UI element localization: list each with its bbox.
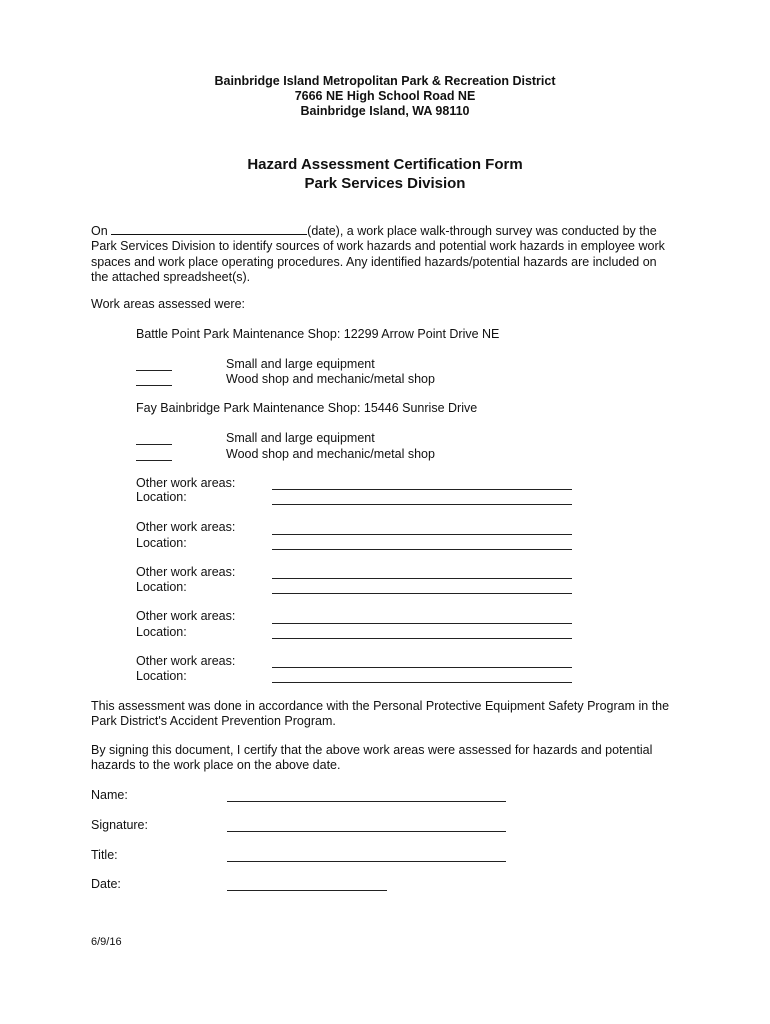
intro-line3: spaces and work place operating procedures. Any identified hazards/potential hazards are included on [91,254,657,269]
certify-line1: By signing this document, I certify that the above work areas were assessed for hazards and potential [91,743,653,757]
location-label: Location: [136,490,187,504]
accordance-line2: Park District's Accident Prevention Program. [91,714,336,729]
certify-paragraph [91,743,681,774]
accordance-paragraph [91,699,681,730]
form-subtitle: Park Services Division [304,175,466,192]
org-name: Bainbridge Island Metropolitan Park & Recreation District [214,74,556,88]
location-blank[interactable] [272,638,572,639]
location-blank[interactable] [272,549,572,550]
name-blank[interactable] [227,801,506,802]
form-title: Hazard Assessment Certification Form [247,156,523,173]
intro-line1-rest: (date), a work place walk-through survey was conducted by the [307,224,657,238]
other-areas-label: Other work areas: [136,609,236,623]
checkbox-blank[interactable] [136,370,172,371]
checkbox-blank[interactable] [136,385,172,386]
location-label: Location: [136,625,187,639]
date-blank[interactable] [227,890,387,891]
revision-date: 6/9/16 [91,936,122,948]
other-areas-blank[interactable] [272,623,572,624]
shop-item: Small and large equipment [226,431,375,445]
other-areas-label: Other work areas: [136,654,236,668]
shop-name: Battle Point Park Maintenance Shop: 12299 Arrow Point Drive NE [136,327,500,341]
location-label: Location: [136,669,187,683]
date-label: Date: [91,877,121,891]
shop-name: Fay Bainbridge Park Maintenance Shop: 15446 Sunrise Drive [136,401,478,415]
intro-line1 [91,223,681,239]
shop-item: Wood shop and mechanic/metal shop [226,447,435,461]
intro-line4: the attached spreadsheet(s). [91,269,251,284]
checkbox-blank[interactable] [136,444,172,445]
other-areas-label: Other work areas: [136,520,236,534]
other-areas-blank[interactable] [272,534,572,535]
title-label: Title: [91,848,118,862]
title-blank[interactable] [227,861,506,862]
accordance-line1: This assessment was done in accordance with the Personal Protective Equipment Safety Program in the [91,699,670,713]
location-label: Location: [136,580,187,594]
signature-blank[interactable] [227,831,506,832]
work-areas-label: Work areas assessed were: [91,297,245,311]
org-address-line2: Bainbridge Island, WA 98110 [300,104,470,118]
other-areas-blank[interactable] [272,667,572,668]
shop-item: Wood shop and mechanic/metal shop [226,372,435,386]
survey-date-blank[interactable] [111,223,307,235]
org-address-line1: 7666 NE High School Road NE [294,89,476,103]
intro-paragraph [91,223,681,285]
other-areas-blank[interactable] [272,578,572,579]
signature-label: Signature: [91,818,148,832]
location-blank[interactable] [272,593,572,594]
location-label: Location: [136,536,187,550]
checkbox-blank[interactable] [136,460,172,461]
other-areas-label: Other work areas: [136,565,236,579]
other-areas-blank[interactable] [272,489,572,490]
location-blank[interactable] [272,504,572,505]
intro-line2: Park Services Division to identify sources of work hazards and potential work hazards in employee work [91,239,665,254]
certify-line2: hazards to the work place on the above date. [91,758,341,773]
other-areas-label: Other work areas: [136,476,236,490]
shop-item: Small and large equipment [226,357,375,371]
location-blank[interactable] [272,682,572,683]
on-label: On [91,224,108,238]
name-label: Name: [91,788,128,802]
